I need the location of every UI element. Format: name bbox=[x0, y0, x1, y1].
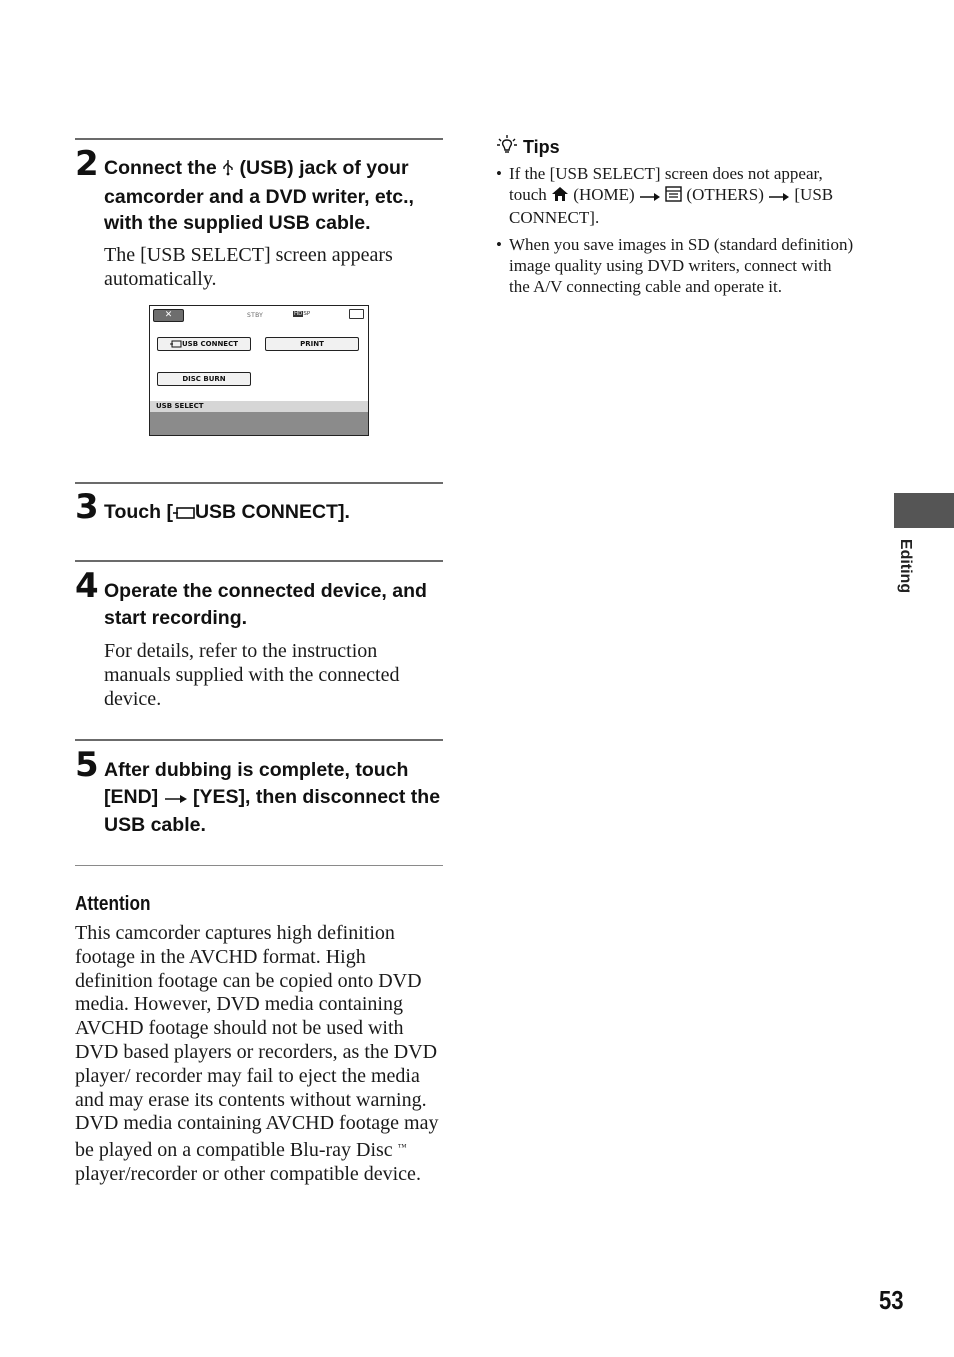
step2-number: 2 bbox=[75, 144, 99, 184]
attention-body bbox=[75, 922, 447, 1187]
screen-bottom-bar bbox=[150, 412, 368, 435]
attention-body-end: player/recorder or other compatible device. bbox=[75, 1162, 421, 1185]
step5-number: 5 bbox=[75, 745, 99, 785]
home-icon bbox=[551, 186, 569, 207]
tips-heading bbox=[496, 135, 560, 160]
screen-print-button[interactable]: PRINT bbox=[265, 337, 359, 351]
step2-heading-pre: Connect the bbox=[104, 157, 217, 179]
usb-icon bbox=[222, 157, 234, 184]
lightbulb-icon bbox=[496, 135, 518, 160]
arrow-right-icon bbox=[768, 186, 790, 207]
attention-title: Attention bbox=[75, 893, 151, 915]
tips-title: Tips bbox=[523, 137, 560, 157]
step5-rule bbox=[75, 739, 443, 741]
hd-badge: HD bbox=[294, 311, 303, 317]
step3-number: 3 bbox=[75, 487, 99, 527]
step2-body: The [USB SELECT] screen appears automatically. bbox=[104, 244, 393, 290]
step2-rule bbox=[75, 138, 443, 140]
step2-heading bbox=[104, 155, 444, 237]
step5-heading bbox=[104, 757, 444, 839]
screen-disc-burn-button[interactable]: DISC BURN bbox=[157, 372, 251, 386]
arrow-right-icon bbox=[639, 186, 661, 207]
attention-body-main: This camcorder captures high definition footage in the AVCHD format. High definition footage can be copied onto DVD media. However, DVD media containing AVCHD footage should not be used with DVD based players or recorders, as the DVD player/ recorder may fail to eject the media and may erase its contents without warning. DVD media containing AVCHD footage may be played on a compatible Blu-ray Disc bbox=[75, 922, 439, 1162]
tip1-text-c: (OTHERS) bbox=[686, 185, 764, 204]
step3-heading bbox=[104, 499, 444, 528]
usb-connect-icon bbox=[170, 340, 182, 348]
screen-usb-connect-button[interactable] bbox=[157, 337, 251, 351]
screen-usb-connect-label: USB CONNECT bbox=[182, 340, 238, 348]
step2-heading-post: (USB) jack of your camcorder and a DVD writer, etc., with the supplied USB cable. bbox=[104, 157, 414, 234]
screen-quality-indicator bbox=[293, 311, 310, 317]
step4-body: For details, refer to the instruction manuals supplied with the connected device. bbox=[104, 640, 400, 710]
usb-connect-icon bbox=[173, 501, 195, 528]
screen-status-text: STBY bbox=[247, 312, 264, 319]
end-rule bbox=[75, 865, 443, 866]
section-tab-label: Editing bbox=[897, 538, 914, 594]
tip2-text: When you save images in SD (standard definition) image quality using DVD writers, connect with the A/V connecting cable and operate it. bbox=[509, 235, 854, 296]
step4-rule bbox=[75, 560, 443, 562]
step4-heading: Operate the connected device, and start recording. bbox=[104, 580, 427, 629]
section-tab-marker bbox=[894, 493, 954, 528]
step3-heading-post: USB CONNECT]. bbox=[194, 501, 350, 523]
tip1-text-b: (HOME) bbox=[573, 185, 635, 204]
quality-text: SP bbox=[303, 311, 311, 317]
step5-heading-post: [YES], then disconnect the USB cable. bbox=[104, 785, 441, 836]
tips-list bbox=[496, 163, 856, 303]
step5-heading-pre: After dubbing is complete, touch [END] bbox=[104, 759, 409, 808]
trademark-symbol: ™ bbox=[397, 1142, 407, 1153]
tip-item bbox=[496, 234, 856, 297]
tip1-text-d: [USB CONNECT]. bbox=[509, 185, 834, 227]
tip1-text-a: If the [USB SELECT] screen does not appear, touch bbox=[509, 164, 823, 204]
screen-title: USB SELECT bbox=[156, 402, 204, 410]
page-number: 53 bbox=[879, 1285, 904, 1315]
step3-rule bbox=[75, 482, 443, 484]
step4-number: 4 bbox=[75, 566, 99, 606]
screen-title-bar bbox=[150, 401, 368, 412]
memory-card-icon bbox=[349, 309, 364, 319]
arrow-right-icon bbox=[164, 786, 188, 813]
tip-item bbox=[496, 163, 856, 228]
usb-select-screen bbox=[149, 305, 369, 436]
screen-close-button[interactable]: ✕ bbox=[153, 309, 184, 322]
step3-heading-pre: Touch [ bbox=[104, 501, 173, 523]
others-icon bbox=[665, 186, 682, 207]
